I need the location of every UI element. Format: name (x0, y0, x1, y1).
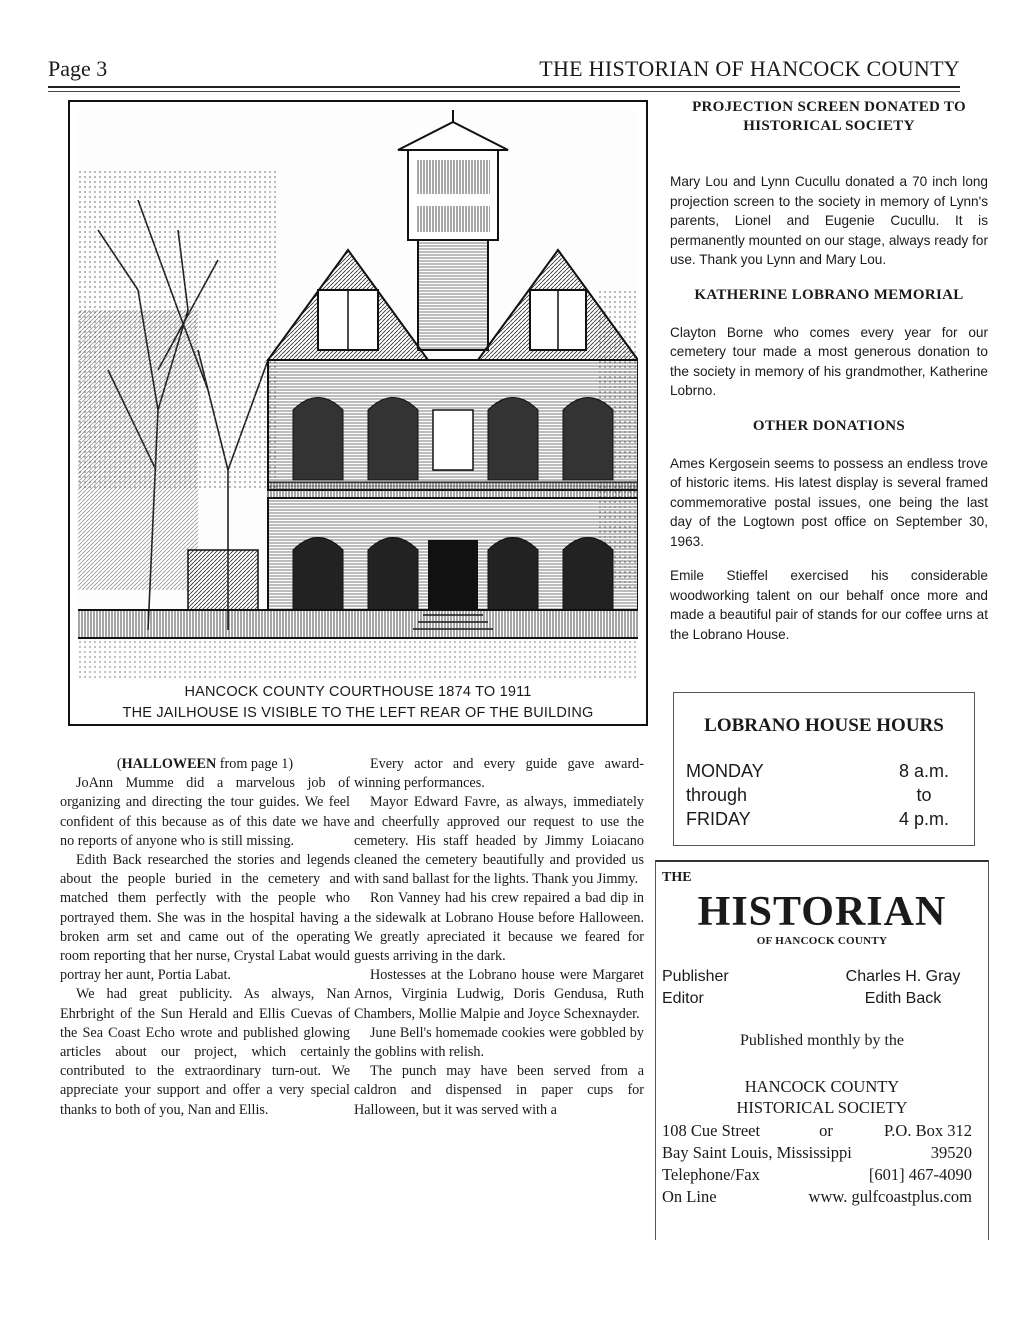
page-header (48, 56, 960, 90)
article-paragraph: Ron Vanney had his crew repaired a bad dip in the sidewalk at Lobrano House before Halloween. We greatly apreciated it because we feared for guests arriving in the dark. (354, 890, 644, 965)
street-address: 108 Cue Street (662, 1121, 761, 1140)
courthouse-illustration (78, 110, 638, 680)
staff-row (662, 988, 978, 1010)
other-donations-heading: OTHER DONATIONS (752, 417, 906, 434)
hours-day: through (686, 785, 748, 805)
online-label: On Line (662, 1187, 717, 1206)
hours-day: FRIDAY (686, 809, 751, 829)
address-or: or (819, 1121, 833, 1140)
article-column-2 (354, 755, 644, 1120)
po-box: P.O. Box 312 (883, 1121, 972, 1140)
article-column-1 (60, 755, 350, 1120)
article-paragraph: Edith Back researched the stories and legends about the people buried in the cemetery and matched them perfectly with the people who portrayed them. She was in the hospital having a broken arm set and came out of the operating room reporting that her nurse, Crystal Labat would portray her aunt, Portia Labat. (60, 852, 350, 984)
published-note: Published monthly by the (740, 1032, 904, 1049)
online-row (662, 1186, 972, 1208)
address-row (662, 1120, 972, 1142)
memorial-body: Clayton Borne who comes every year for our cemetery tour made a most generous donation to the society in memory of his grandmother, Katherine Lobrno. (670, 324, 988, 398)
header-rule-thin (48, 91, 960, 92)
phone-label: Telephone/Fax (662, 1165, 760, 1184)
staff-name: Charles H. Gray (845, 968, 961, 985)
courthouse-photo-frame (68, 100, 648, 726)
masthead-the: THE (662, 870, 692, 885)
continued-from (60, 755, 350, 774)
hours-row (686, 759, 964, 783)
hours-time: to (916, 785, 932, 805)
hours-title: LOBRANO HOUSE HOURS (704, 715, 944, 736)
article-paragraph: JoAnn Mumme did a marvelous job of organizing and directing the tour guides. We feel confident of this because as of this date we have no reports of anyone who is still missing. (60, 775, 350, 849)
hours-day: MONDAY (686, 761, 764, 781)
phone-number: [601] 467-4090 (868, 1165, 972, 1184)
from-rest: from page 1) (216, 756, 294, 772)
society-name: HANCOCK COUNTY HISTORICAL SOCIETY (736, 1077, 908, 1117)
header-rule (48, 86, 960, 88)
hours-row (686, 783, 964, 807)
article-paragraph: Mayor Edward Favre, as always, immediately and cheerfully approved our request to use the cemetery. His staff headed by Jimmy Loiacano cleaned the cemetery beautifully and provided us with sand ballast for the lights. Thank you Jimmy. (354, 794, 644, 888)
paren-open: ( (116, 756, 122, 772)
memorial-heading: KATHERINE LOBRANO MEMORIAL (694, 286, 964, 303)
masthead-title: THE HISTORIAN OF HANCOCK COUNTY (539, 56, 960, 81)
projection-body: Mary Lou and Lynn Cucullu donated a 70 inch long projection screen to the society in memory of Lynn's parents, Lionel and Eugenie Cucullu. It is permanently mounted on our stage, always ready for use. Thank you Lynn and Mary Lou. (670, 174, 988, 267)
hours-time: 4 p.m. (898, 809, 950, 829)
staff-list (662, 966, 978, 1010)
hours-table (686, 759, 964, 831)
other-donations-body-1: Ames Kergosein seems to possess an endless trove of historic items. His latest display is several framed commemorative postal issues, one being the last day of the Logtown post office on September 30, 1963. (670, 455, 988, 549)
hours-row (686, 807, 964, 831)
other-donations-body-2: Emile Stieffel exercised his considerable woodworking talent on our behalf once more and made a beautiful pair of stands for our coffee urns at the Lobrano House. (670, 568, 988, 642)
staff-row (662, 966, 978, 988)
phone-row (662, 1164, 972, 1186)
donations-column (670, 98, 988, 644)
contact-info (662, 1120, 972, 1208)
city-state: Bay Saint Louis, Mississippi (662, 1143, 852, 1162)
lobrano-hours-box (673, 692, 975, 846)
projection-heading: PROJECTION SCREEN DONATED TO HISTORICAL SOCIETY (692, 99, 966, 134)
website-url: www. gulfcoastplus.com (808, 1187, 972, 1206)
staff-role: Editor (662, 990, 704, 1007)
article-paragraph: June Bell's homemade cookies were gobbled by the goblins with relish. (354, 1024, 644, 1061)
page-number: Page 3 (48, 56, 108, 81)
caption-line-2: THE JAILHOUSE IS VISIBLE TO THE LEFT REAR OF THE BUILDING (122, 705, 594, 721)
masthead-subtitle: OF HANCOCK COUNTY (756, 935, 888, 947)
staff-name: Edith Back (864, 990, 942, 1007)
masthead-historian: HISTORIAN (697, 889, 947, 935)
hours-time: 8 a.m. (898, 761, 950, 781)
article-paragraph: The punch may have been served from a caldron and dispensed in paper cups for Halloween, but it was served with a (354, 1063, 644, 1118)
article-paragraph: We had great publicity. As always, Nan Ehrbright of the Sun Herald and Ellis Cuevas of the Sea Coast Echo wrote and published glowing articles about our project, which certainly contributed to the extraordinary turn-out. We appreciate your support and offer a very special thanks to both of you, Nan and Ellis. (60, 986, 350, 1118)
zip-code: 39520 (930, 1143, 972, 1162)
city-row (662, 1142, 972, 1164)
caption-line-1: HANCOCK COUNTY COURTHOUSE 1874 TO 1911 (184, 684, 532, 700)
staff-role: Publisher (662, 968, 729, 985)
from-word: HALLOWEEN (121, 756, 217, 772)
photo-caption (70, 682, 646, 724)
article-paragraph: Every actor and every guide gave award-winning performances. (354, 756, 644, 792)
historian-masthead-box (655, 860, 989, 1240)
article-paragraph: Hostesses at the Lobrano house were Margaret Arnos, Virginia Ludwig, Doris Gendusa, Ruth Chambers, Mollie Malpie and Joyce Schexnayder. (354, 967, 644, 1022)
